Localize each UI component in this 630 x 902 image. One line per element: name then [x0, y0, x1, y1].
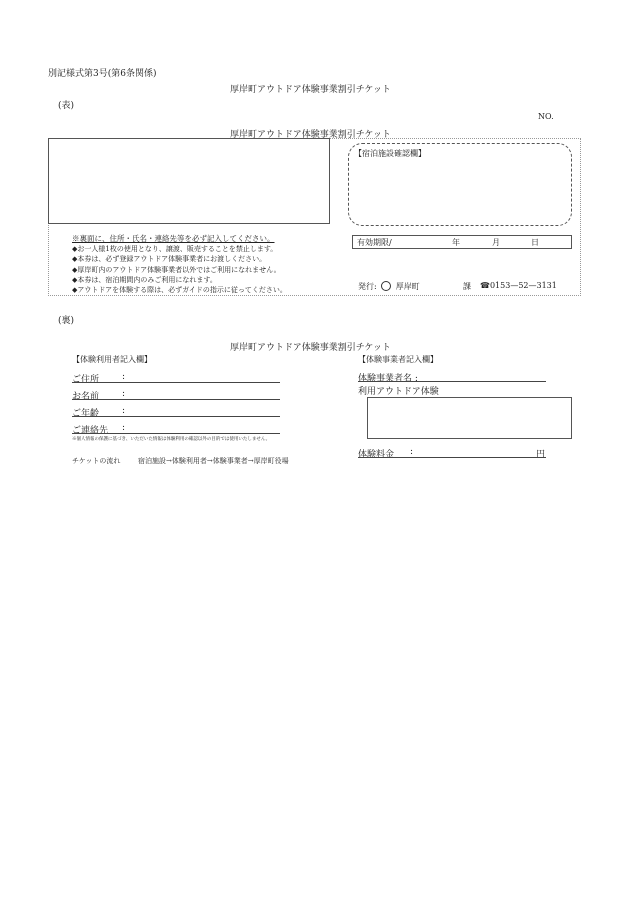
ticket-notes: [72, 234, 287, 295]
flow-value: 宿泊施設→体験利用者→体験事業者→厚岸町役場: [138, 457, 289, 465]
form-number: 別記様式第3号(第6条関係): [48, 69, 157, 79]
activity-box: [367, 397, 572, 439]
phone-number: ☎0153—52—3131: [480, 281, 557, 290]
field-name-label: お名前: [72, 392, 100, 402]
field-name-sep: :: [122, 389, 126, 399]
note-hand-to-operator: ◆本券は、必ず登録アウトドア体験事業者にお渡しください。: [72, 255, 267, 264]
lodging-box-label: 【宿泊施設確認欄】: [354, 149, 426, 158]
fee-unit: 円: [536, 450, 546, 460]
privacy-note: ※個人情報の保護に基づき、いただいた情報は体験利用の確認以外の目的では使用いたしません。: [72, 437, 271, 442]
operator-section-title: 【体験事業者記入欄】: [358, 355, 438, 364]
note-fill-back: ※裏面に、住所・氏名・連絡先等を必ず記入してください。: [72, 234, 275, 243]
field-contact-label: ご連絡先: [72, 426, 109, 436]
front-side-label: (表): [58, 101, 75, 111]
ticket-title-front: 厚岸町アウトドア体験事業割引チケット: [230, 130, 391, 140]
address-underline: [72, 382, 280, 383]
name-underline: [72, 399, 280, 400]
note-local-only: ◆厚岸町内のアウトドア体験事業者以外ではご利用になれません。: [72, 265, 281, 274]
note-one-per-person: ◆お一人様1枚の使用となり、譲渡、販売することを禁止します。: [72, 245, 278, 254]
expiry-month: 月: [492, 238, 500, 247]
expiry-day: 日: [531, 238, 539, 247]
field-contact-sep: :: [122, 423, 126, 433]
age-underline: [72, 416, 280, 417]
field-address-sep: :: [122, 372, 126, 382]
town-emblem-icon: [381, 281, 391, 291]
issuer-name: 厚岸町: [395, 282, 420, 291]
expiry-year: 年: [452, 238, 460, 247]
user-section-title: 【体験利用者記入欄】: [72, 355, 152, 364]
field-address-label: ご住所: [72, 375, 100, 385]
ticket-number-label: NO.: [538, 112, 554, 121]
fee-sep: :: [410, 447, 414, 457]
document-title: 厚岸町アウトドア体験事業割引チケット: [230, 85, 391, 95]
operator-name-underline: [358, 381, 546, 382]
fee-underline: [358, 457, 546, 458]
issuer-line: [358, 281, 420, 292]
field-age-label: ご年齢: [72, 409, 100, 419]
flow-label: チケットの流れ: [72, 457, 121, 465]
expiry-label: 有効期限/: [357, 238, 392, 247]
dept-label: 課: [463, 282, 471, 291]
operator-name-label: 体験事業者名 :: [358, 374, 418, 384]
note-follow-guide: ◆アウトドアを体験する際は、必ずガイドの指示に従ってください。: [72, 286, 287, 295]
address-box: [48, 138, 330, 224]
issuer-label: 発行:: [358, 282, 377, 291]
field-age-sep: :: [122, 406, 126, 416]
fee-label: 体験料金: [358, 450, 395, 460]
ticket-title-back: 厚岸町アウトドア体験事業割引チケット: [230, 343, 391, 353]
activity-label: 利用アウトドア体験: [358, 387, 439, 397]
back-side-label: (裏): [58, 316, 75, 326]
note-stay-period: ◆本券は、宿泊期間内のみご利用になれます。: [72, 275, 217, 284]
contact-underline: [72, 433, 280, 434]
